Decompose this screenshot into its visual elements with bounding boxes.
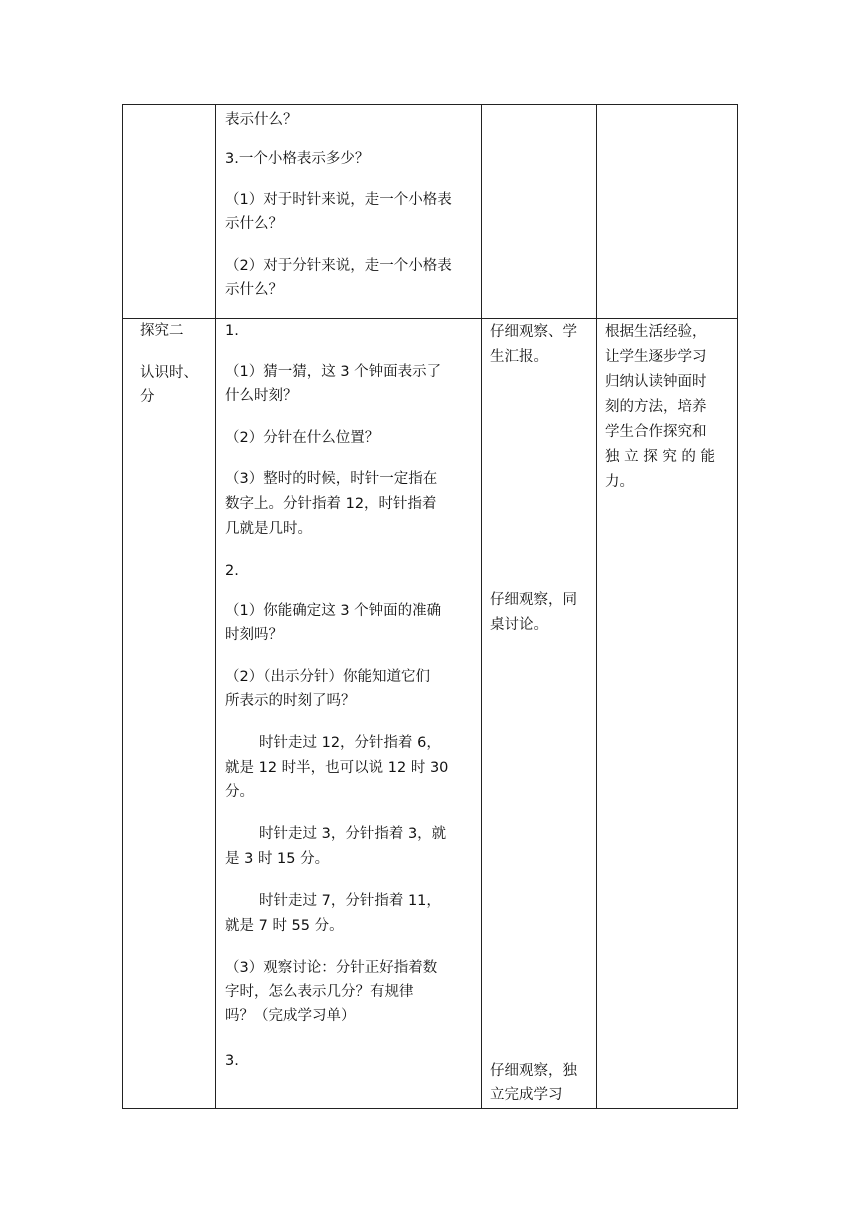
table-border-right: [737, 104, 738, 1109]
row2-text: （1）你能确定这 3 个钟面的准确: [225, 603, 442, 619]
row2-section-cell: [123, 319, 215, 1108]
row2-text: 分。: [225, 784, 254, 800]
section-title: 分: [140, 389, 155, 405]
row2-text: （3）整时的时候，时针一定指在: [225, 471, 438, 487]
row2-text: 2.: [225, 563, 239, 579]
design-intent-text: 学生合作探究和: [605, 424, 707, 440]
row1-text: 3.一个小格表示多少？: [225, 151, 370, 167]
row2-text: 3.: [225, 1053, 239, 1069]
section-title: 认识时、: [140, 365, 198, 381]
row1-text: 示什么？: [225, 216, 283, 232]
student-activity-text: 立完成学习: [490, 1087, 563, 1103]
student-activity-text: 仔细观察，独: [490, 1063, 577, 1079]
row2-text: 吗？（完成学习单）: [225, 1008, 356, 1024]
student-activity-text: 桌讨论。: [490, 617, 548, 633]
row2-text: （2）（出示分针）你能知道它们: [225, 669, 430, 685]
row2-text: 是 3 时 15 分。: [225, 851, 330, 867]
row1-text: （2）对于分针来说，走一个小格表: [225, 258, 452, 274]
row2-intent-cell: [597, 319, 737, 1108]
design-intent-text: 让学生逐步学习: [605, 349, 707, 365]
row2-text: 时针走过 7，分针指着 11，: [259, 893, 441, 909]
row2-student-cell: [482, 319, 596, 1108]
row2-text: 就是 7 时 55 分。: [225, 918, 344, 934]
row2-text: 就是 12 时半，也可以说 12 时 30: [225, 760, 449, 776]
row2-text: 字时，怎么表示几分？有规律: [225, 984, 414, 1000]
row2-text: 所表示的时刻了吗？: [225, 693, 356, 709]
row2-text: （2）分针在什么位置？: [225, 430, 380, 446]
row2-content-cell: [216, 319, 481, 1108]
row2-text: （1）猜一猜，这 3 个钟面表示了: [225, 364, 442, 380]
row1-text: 示什么？: [225, 282, 283, 298]
row1-content-cell: [216, 105, 481, 318]
design-intent-text: 根据生活经验，: [605, 324, 707, 340]
row2-text: 1.: [225, 323, 239, 339]
section-title: 探究二: [140, 323, 184, 339]
row2-text: 时针走过 3，分针指着 3，就: [259, 826, 447, 842]
row2-text: 时针走过 12，分针指着 6，: [259, 735, 441, 751]
design-intent-text: 刻的方法，培养: [605, 399, 707, 415]
student-activity-text: 仔细观察、学: [490, 324, 577, 340]
student-activity-text: 仔细观察，同: [490, 592, 577, 608]
row2-text: 数字上。分针指着 12，时针指着: [225, 496, 437, 512]
row2-text: 几就是几时。: [225, 521, 312, 537]
design-intent-text: 独 立 探 究 的 能: [605, 449, 716, 465]
row1-text: 表示什么？: [225, 112, 298, 128]
row2-text: 时刻吗？: [225, 627, 283, 643]
row2-text: （3）观察讨论：分针正好指着数: [225, 960, 438, 976]
row1-text: （1）对于时针来说，走一个小格表: [225, 192, 452, 208]
row2-text: 什么时刻？: [225, 388, 298, 404]
table-border-bottom: [122, 1108, 738, 1109]
design-intent-text: 归纳认读钟面时: [605, 374, 707, 390]
student-activity-text: 生汇报。: [490, 349, 548, 365]
design-intent-text: 力。: [605, 474, 634, 490]
